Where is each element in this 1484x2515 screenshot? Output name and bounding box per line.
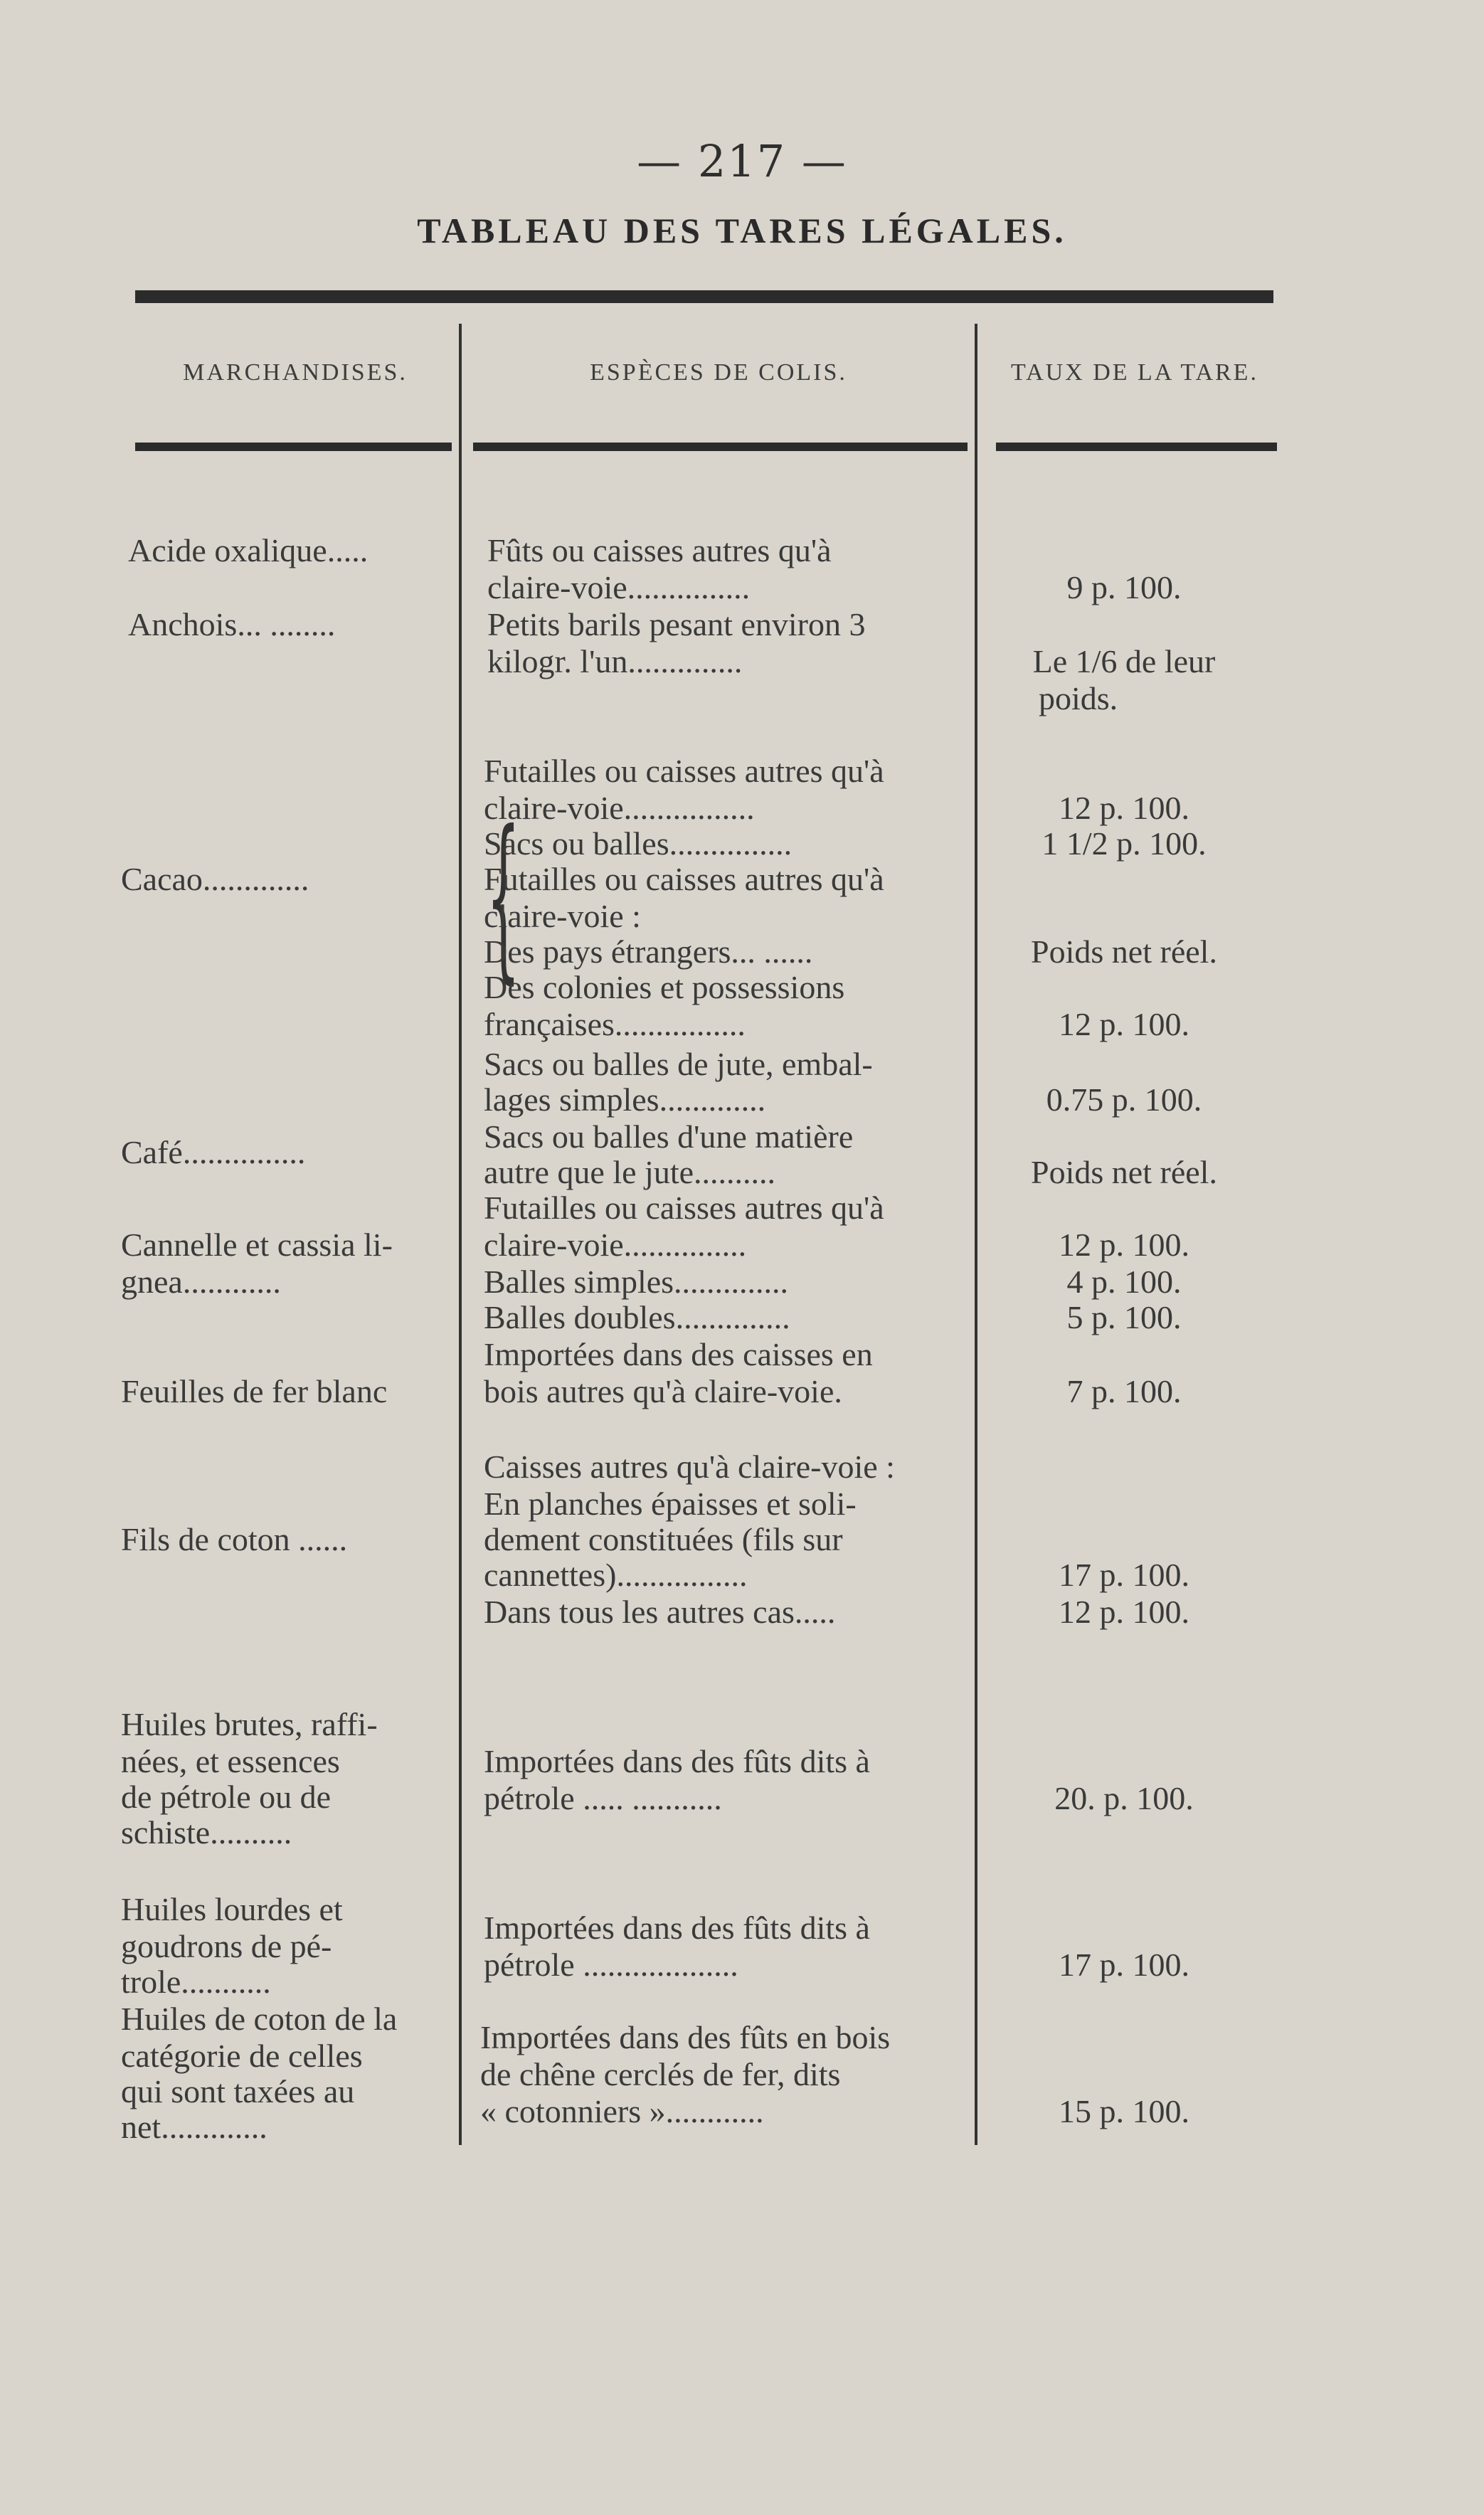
column-divider-1: [459, 324, 462, 2145]
header-rule-1: [135, 443, 452, 451]
colis-cell: françaises................: [484, 1006, 746, 1042]
colis-cell: Balles simples..............: [484, 1264, 789, 1300]
merch-cell: trole...........: [121, 1964, 271, 2000]
header-rule-2: [473, 443, 968, 451]
taux-cell: 9 p. 100.: [1066, 569, 1182, 605]
taux-cell: Le 1/6 de leur: [1032, 643, 1216, 679]
taux-cell: 17 p. 100.: [1059, 1947, 1189, 1983]
merch-cell: net.............: [121, 2109, 267, 2145]
taux-cell: 1 1/2 p. 100.: [1042, 825, 1207, 862]
taux-cell: 12 p. 100.: [1059, 1006, 1189, 1042]
colis-cell: Des pays étrangers... ......: [484, 933, 813, 970]
taux-cell: 17 p. 100.: [1059, 1557, 1189, 1593]
colis-cell: claire-voie...............: [484, 1227, 747, 1263]
page-number: — 217 —: [637, 135, 847, 187]
merch-cell: gnea............: [121, 1264, 281, 1300]
taux-cell: Poids net réel.: [1031, 933, 1217, 970]
colis-cell: dement constituées (fils sur: [484, 1521, 843, 1557]
colis-cell: Importées dans des fûts dits à: [484, 1743, 870, 1779]
taux-cell: 0.75 p. 100.: [1046, 1081, 1202, 1118]
merch-cell: Fils de coton ......: [121, 1521, 348, 1557]
taux-cell: 15 p. 100.: [1059, 2093, 1189, 2129]
header-rule-3: [996, 443, 1277, 451]
brace: {: [486, 793, 521, 1000]
colis-cell: En planches épaisses et soli-: [484, 1486, 857, 1522]
colis-cell: Balles doubles..............: [484, 1299, 790, 1335]
colis-cell: bois autres qu'à claire-voie.: [484, 1373, 842, 1409]
colis-cell: kilogr. l'un..............: [487, 643, 743, 679]
merch-cell: Cannelle et cassia li-: [121, 1227, 393, 1263]
colis-cell: claire-voie................: [484, 790, 755, 826]
colis-cell: Petits barils pesant environ 3: [487, 606, 866, 642]
merch-cell: nées, et essences: [121, 1743, 340, 1779]
colis-cell: Sacs ou balles de jute, embal-: [484, 1046, 873, 1082]
colis-cell: autre que le jute..........: [484, 1154, 776, 1190]
merch-cell: Anchois... ........: [128, 606, 336, 642]
colis-cell: pétrole ..... ...........: [484, 1780, 722, 1816]
header-marchandises: MARCHANDISES.: [183, 359, 408, 386]
merch-cell: catégorie de celles: [121, 2038, 363, 2074]
page-title: TABLEAU DES TARES LÉGALES.: [417, 211, 1067, 250]
header-especes: ESPÈCES DE COLIS.: [590, 359, 847, 386]
merch-cell: Huiles de coton de la: [121, 2001, 398, 2037]
merch-cell: goudrons de pé-: [121, 1928, 332, 1964]
taux-cell: Poids net réel.: [1031, 1154, 1217, 1190]
taux-cell: 12 p. 100.: [1059, 1227, 1189, 1263]
colis-cell: Importées dans des caisses en: [484, 1336, 873, 1372]
colis-cell: Sacs ou balles...............: [484, 825, 793, 862]
colis-cell: claire-voie...............: [487, 569, 751, 605]
colis-cell: Dans tous les autres cas.....: [484, 1594, 836, 1630]
merch-cell: de pétrole ou de: [121, 1779, 332, 1815]
header-taux: TAUX DE LA TARE.: [1011, 359, 1258, 386]
colis-cell: Importées dans des fûts dits à: [484, 1910, 870, 1946]
taux-cell: 12 p. 100.: [1059, 1594, 1189, 1630]
merch-cell: Cacao.............: [121, 861, 309, 897]
taux-cell: 20. p. 100.: [1054, 1780, 1194, 1816]
merch-cell: Huiles lourdes et: [121, 1891, 343, 1927]
merch-cell: qui sont taxées au: [121, 2073, 355, 2109]
colis-cell: « cotonniers »............: [480, 2093, 764, 2129]
merch-cell: schiste..........: [121, 1814, 292, 1850]
merch-cell: Acide oxalique.....: [128, 532, 369, 568]
colis-cell: Futailles ou caisses autres qu'à: [484, 861, 884, 897]
colis-cell: Futailles ou caisses autres qu'à: [484, 753, 884, 789]
taux-cell: poids.: [1039, 680, 1118, 716]
colis-cell: Importées dans des fûts en bois: [480, 2019, 891, 2055]
colis-cell: Caisses autres qu'à claire-voie :: [484, 1449, 895, 1485]
colis-cell: Futailles ou caisses autres qu'à: [484, 1190, 884, 1226]
colis-cell: lages simples.............: [484, 1081, 766, 1118]
merch-cell: Feuilles de fer blanc: [121, 1373, 388, 1409]
merch-cell: Huiles brutes, raffi-: [121, 1706, 378, 1742]
taux-cell: 12 p. 100.: [1059, 790, 1189, 826]
colis-cell: claire-voie :: [484, 898, 641, 934]
colis-cell: de chêne cerclés de fer, dits: [480, 2056, 841, 2092]
colis-cell: cannettes)................: [484, 1557, 748, 1593]
colis-cell: Fûts ou caisses autres qu'à: [487, 532, 832, 568]
taux-cell: 4 p. 100.: [1066, 1264, 1182, 1300]
colis-cell: Sacs ou balles d'une matière: [484, 1118, 854, 1155]
taux-cell: 5 p. 100.: [1066, 1299, 1182, 1335]
merch-cell: Café...............: [121, 1134, 306, 1170]
colis-cell: pétrole ...................: [484, 1947, 738, 1983]
top-rule: [135, 290, 1273, 303]
colis-cell: Des colonies et possessions: [484, 969, 845, 1005]
taux-cell: 7 p. 100.: [1066, 1373, 1182, 1409]
